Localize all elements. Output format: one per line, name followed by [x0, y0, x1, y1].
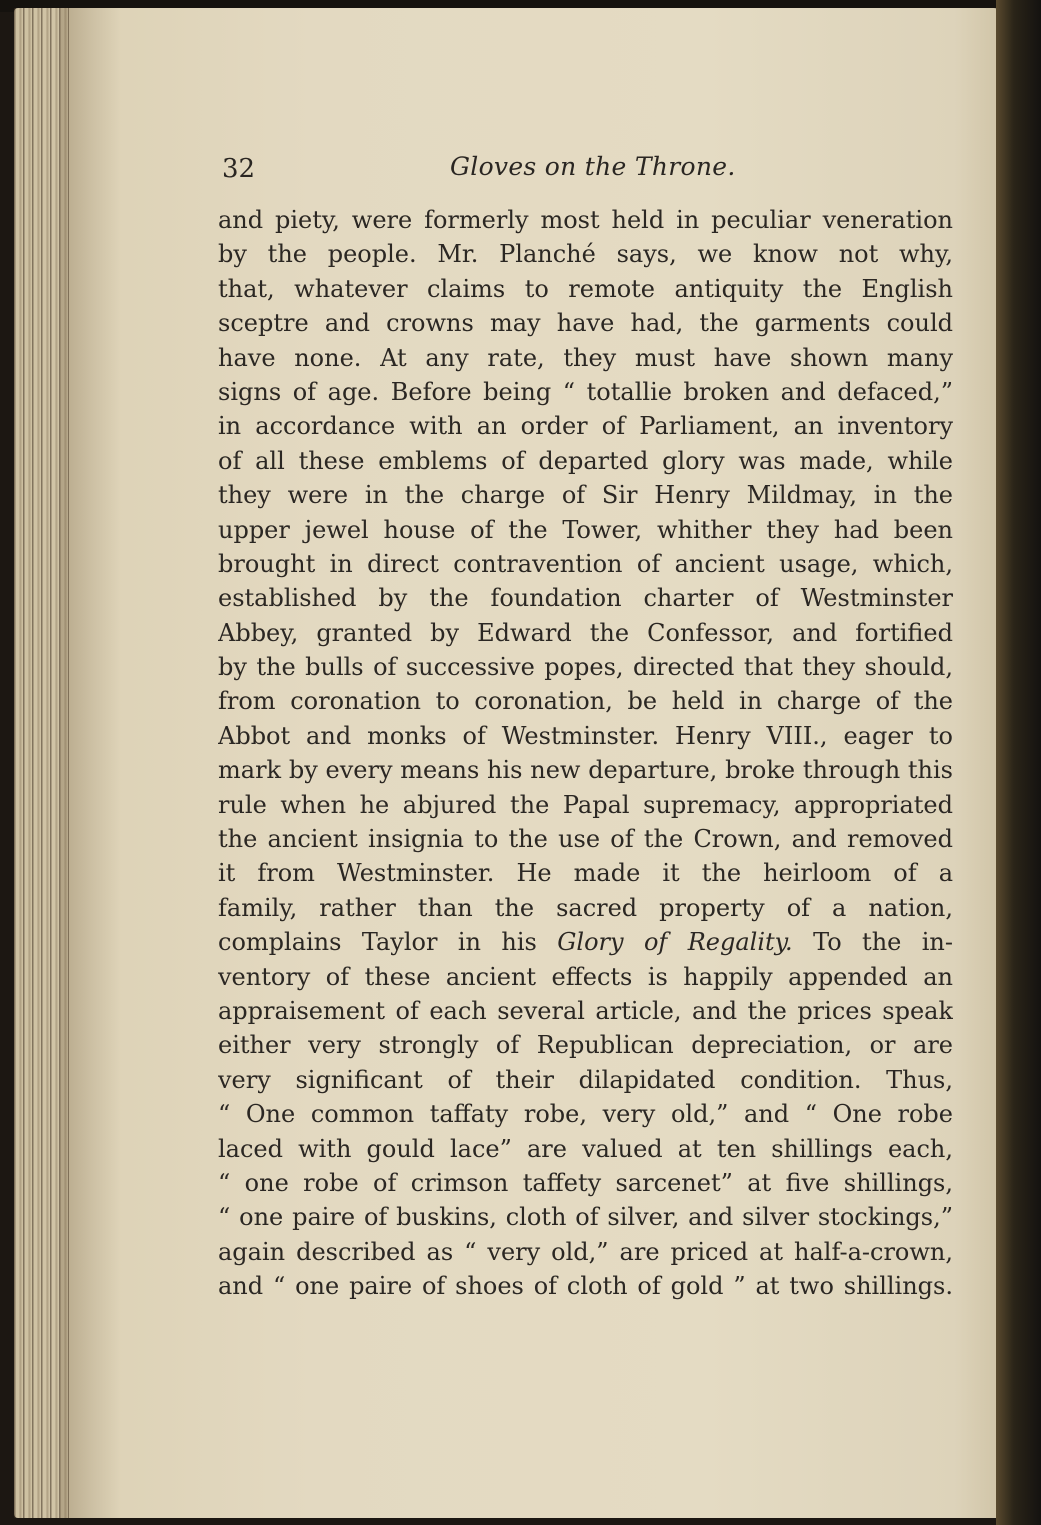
- text-line: upper jewel house of the Tower, whither they had been: [218, 515, 953, 544]
- gutter-shadow: [60, 8, 120, 1518]
- text-line: sceptre and crowns may have had, the garments could: [218, 309, 953, 338]
- text-line: they were in the charge of Sir Henry Mildmay, in the: [218, 481, 953, 510]
- book-title-italic: Glory of Regality.: [557, 928, 793, 957]
- text-line: Abbot and monks of Westminster. Henry VIII., eager to: [218, 721, 953, 750]
- text-line: very significant of their dilapidated condition. Thus,: [218, 1065, 953, 1094]
- text-fragment: complains Taylor in his: [218, 928, 537, 957]
- text-line-with-italic-title: [218, 925, 953, 959]
- text-line: and “ one paire of shoes of cloth of gold ” at two shillings.: [218, 1272, 953, 1301]
- text-line: have none. At any rate, they must have shown many: [218, 343, 953, 372]
- text-line: by the people. Mr. Planché says, we know not why,: [218, 240, 953, 269]
- text-line: that, whatever claims to remote antiquity the English: [218, 274, 953, 303]
- text-line: from coronation to coronation, be held in charge of the: [218, 687, 953, 716]
- text-line: brought in direct contravention of ancient usage, which,: [218, 549, 953, 578]
- body-paragraph: [218, 203, 953, 1304]
- text-line: laced with gould lace” are valued at ten shillings each,: [218, 1134, 953, 1163]
- right-dark-edge: [996, 0, 1041, 1525]
- running-title: Gloves on the Throne.: [450, 152, 736, 181]
- text-line: “ One common taffaty robe, very old,” and “ One robe: [218, 1100, 953, 1129]
- text-line: of all these emblems of departed glory was made, while: [218, 446, 953, 475]
- text-line: signs of age. Before being “ totallie broken and defaced,”: [218, 377, 953, 406]
- text-line: by the bulls of successive popes, directed that they should,: [218, 653, 953, 682]
- text-line: it from Westminster. He made it the heirloom of a: [218, 859, 953, 888]
- text-line: the ancient insignia to the use of the Crown, and removed: [218, 825, 953, 854]
- text-line: either very strongly of Republican depreciation, or are: [218, 1031, 953, 1060]
- text-line: again described as “ very old,” are priced at half-a-crown,: [218, 1237, 953, 1266]
- text-line: and piety, were formerly most held in peculiar veneration: [218, 206, 953, 234]
- text-line: established by the foundation charter of Westminster: [218, 584, 953, 613]
- text-line: “ one robe of crimson taffety sarcenet” at five shillings,: [218, 1168, 953, 1197]
- text-line: Abbey, granted by Edward the Confessor, and fortified: [218, 618, 953, 647]
- text-line: “ one paire of buskins, cloth of silver, and silver stockings,”: [218, 1203, 953, 1232]
- text-line: mark by every means his new departure, broke through this: [218, 756, 953, 785]
- text-line: ventory of these ancient effects is happily appended an: [218, 962, 953, 991]
- text-fragment: To the in-: [813, 928, 953, 957]
- text-line: family, rather than the sacred property of a nation,: [218, 893, 953, 922]
- text-line: in accordance with an order of Parliament, an inventory: [218, 412, 953, 441]
- text-line: appraisement of each several article, and the prices speak: [218, 996, 953, 1025]
- page-header: [0, 152, 1041, 196]
- page-number: 32: [222, 154, 256, 184]
- text-line: rule when he abjured the Papal supremacy, appropriated: [218, 790, 953, 819]
